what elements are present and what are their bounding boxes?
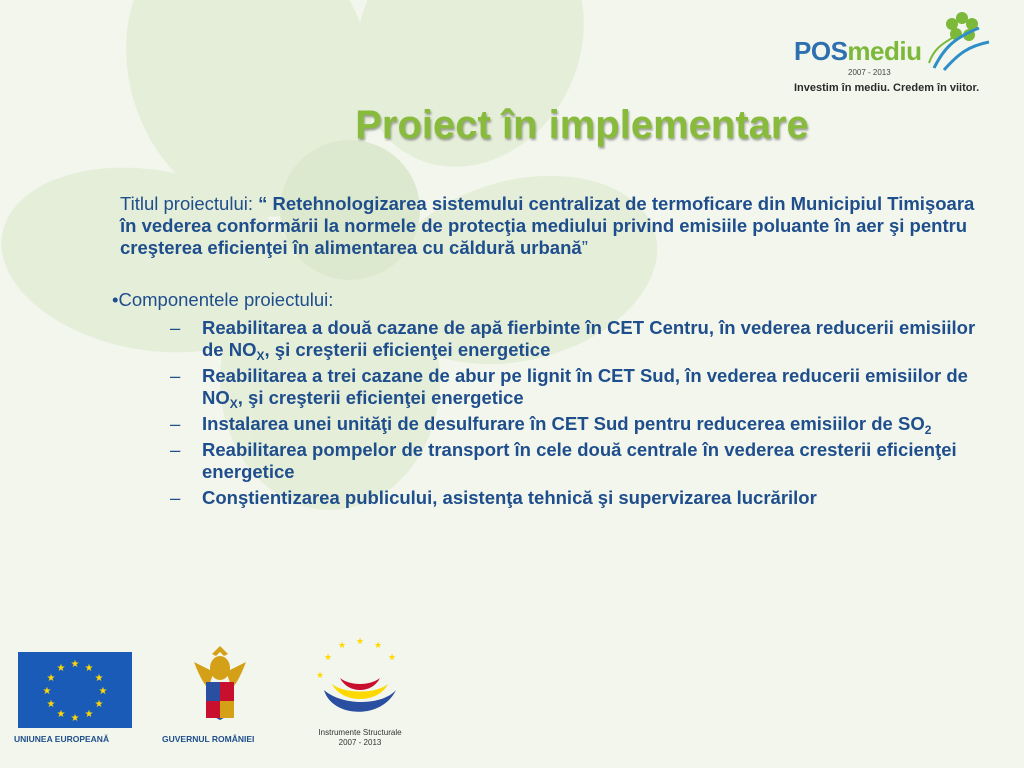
svg-text:★: ★ <box>355 637 365 647</box>
svg-text:★: ★ <box>84 709 94 720</box>
posmediu-logo <box>794 8 994 98</box>
svg-text:★: ★ <box>70 659 80 670</box>
logo-tagline: Investim în mediu. Credem în viitor. <box>794 82 980 94</box>
slide-title: Proiect în implementare <box>355 103 809 147</box>
list-item: – Reabilitarea a trei cazane de abur pe lignit în CET Sud, în vederea reducerii emisiilor de $NO_X$, şi creşterii eficienţei energetice <box>170 365 968 411</box>
slide-content <box>112 193 980 513</box>
posmediu-wordmark: POSmediu <box>794 36 922 66</box>
logo-years: 2007 - 2013 <box>848 68 891 77</box>
svg-text:★: ★ <box>315 671 325 681</box>
svg-text:★: ★ <box>56 663 66 674</box>
structural-instruments-icon <box>312 634 408 726</box>
eu-flag-icon <box>18 652 132 728</box>
project-name: “ Retehnologizarea sistemului centralizat de termoficare din Municipiul Timişoara în vederea conformării la normele de protecţia mediului privind emisiile poluante în aer şi pentru creşterea eficienţei în alimentarea cu căldură urbană <box>120 193 975 258</box>
svg-text:★: ★ <box>46 699 56 710</box>
svg-text:★: ★ <box>323 653 333 663</box>
list-item: – Instalarea unei unităţi de desulfurare în CET Sud pentru reducerea emisiilor de $SO_2$ <box>170 413 932 437</box>
list-item: – Reabilitarea pompelor de transport în cele două centrale în vederea cresterii eficienţei energetice <box>170 439 957 482</box>
list-item: – Conştientizarea publicului, asistenţa tehnică şi supervizarea lucrărilor <box>170 487 817 508</box>
svg-text:★: ★ <box>42 686 52 697</box>
svg-text:★: ★ <box>98 686 108 697</box>
components-heading: •Componentele proiectului: <box>112 289 334 310</box>
romania-crest-icon <box>188 642 252 728</box>
svg-text:★: ★ <box>56 709 66 720</box>
list-item: – Reabilitarea a două cazane de apă fierbinte în CET Centru, în vederea reducerii emisiilor de $NO_X$, şi creşterii eficienţei energetice <box>170 317 976 363</box>
svg-text:★: ★ <box>94 699 104 710</box>
svg-text:★: ★ <box>94 673 104 684</box>
components-list <box>120 317 980 509</box>
project-close-quote: ” <box>581 237 588 258</box>
footer-logos <box>0 630 1024 768</box>
svg-text:★: ★ <box>84 663 94 674</box>
svg-text:★: ★ <box>337 641 347 651</box>
eu-label: UNIUNEA EUROPEANĂ <box>14 734 110 744</box>
svg-text:★: ★ <box>46 673 56 684</box>
gov-label: GUVERNUL ROMÂNIEI <box>162 734 255 744</box>
svg-text:★: ★ <box>373 641 383 651</box>
project-label: Titlul proiectului: <box>120 193 259 214</box>
svg-text:★: ★ <box>387 653 397 663</box>
structural-instruments-label: Instrumente Structurale 2007 - 2013 <box>318 728 402 747</box>
project-title-paragraph <box>120 193 980 259</box>
svg-text:★: ★ <box>70 713 80 724</box>
